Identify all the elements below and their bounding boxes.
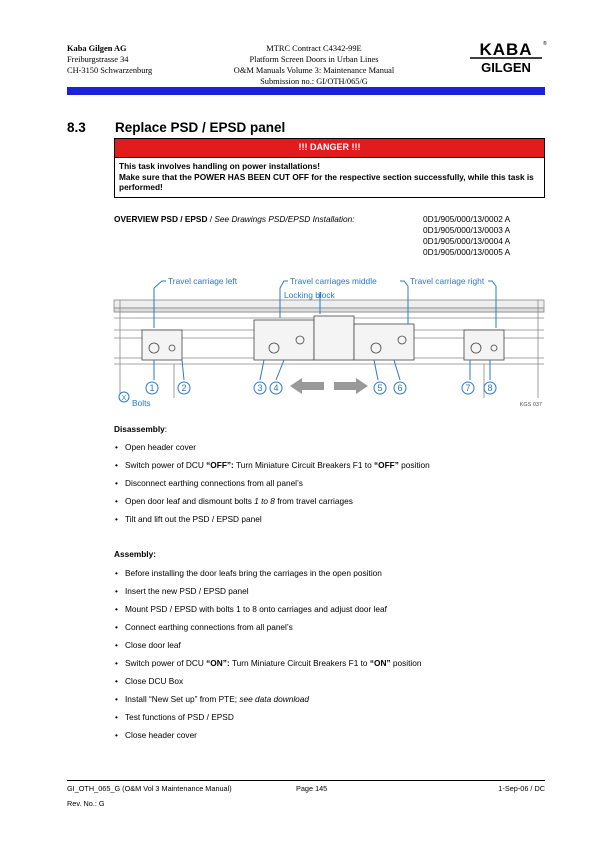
bolt-number: 4 [273, 383, 279, 393]
list-item: • Connect earthing connections from all panel’s [114, 621, 422, 639]
manual-name: O&M Manuals Volume 3: Maintenance Manual [233, 66, 395, 75]
contract-number: MTRC Contract C4342-99E [266, 44, 362, 53]
list-item: • Test functions of PSD / EPSD [114, 711, 422, 729]
logo-text-top: KABA [479, 40, 533, 59]
list-item: • Mount PSD / EPSD with bolts 1 to 8 onto carriages and adjust door leaf [114, 603, 422, 621]
assembly-steps [114, 567, 422, 747]
bolt-number: 8 [487, 383, 493, 393]
company-name: Kaba Gilgen AG [67, 44, 127, 53]
footer-date: 1-Sep-06 / DC [498, 784, 545, 793]
list-item: • Insert the new PSD / EPSD panel [114, 585, 422, 603]
bolt-number: 5 [377, 383, 383, 393]
bolt-number: 2 [181, 383, 187, 393]
bolts-symbol: X [121, 395, 127, 402]
drawing-number: 0D1/905/000/13/0002 A [423, 214, 511, 224]
header-address [67, 43, 152, 76]
section-number: 8.3 [67, 120, 86, 135]
overview-line [114, 214, 355, 224]
danger-heading: !!! DANGER !!! [115, 139, 544, 158]
danger-text [115, 158, 544, 197]
travel-carriage-right [464, 330, 504, 360]
footer-document: GI_OTH_065_G (O&M Vol 3 Maintenance Manual) [67, 784, 232, 793]
list-item: • Close door leaf [114, 639, 422, 657]
drawing-number: 0D1/905/000/13/0003 A [423, 225, 511, 235]
drawing-number: 0D1/905/000/13/0005 A [423, 247, 511, 257]
overview-separator: / [207, 214, 215, 224]
project-name: Platform Screen Doors in Urban Lines [249, 55, 379, 64]
list-item: • Close DCU Box [114, 675, 422, 693]
svg-text:®: ® [543, 41, 547, 47]
bolt-number: 6 [397, 383, 403, 393]
list-item: • Tilt and lift out the PSD / EPSD panel [114, 513, 430, 531]
section-title: Replace PSD / EPSD panel [115, 120, 286, 135]
label-bolts: Bolts [132, 398, 151, 408]
disassembly-steps [114, 441, 430, 531]
list-item: • Disconnect earthing connections from all panel’s [114, 477, 430, 495]
travel-carriage-left [142, 330, 182, 360]
label-travel-carriage-left: Travel carriage left [168, 276, 238, 286]
section-heading [67, 120, 285, 135]
assembly-heading: Assembly: [114, 549, 156, 559]
footer-divider [67, 780, 545, 781]
overview-reference: See Drawings PSD/EPSD Installation: [214, 214, 355, 224]
locking-block [314, 316, 354, 360]
disassembly-heading: Disassembly: [114, 424, 168, 434]
header-color-bar [67, 87, 545, 95]
footer-page-number: Page 145 [296, 784, 328, 793]
bolt-number: 1 [149, 383, 155, 393]
danger-warning-box [114, 138, 545, 198]
bolt-number: 7 [465, 383, 471, 393]
footer-revision: Rev. No.: G [67, 799, 105, 808]
travel-carriages-middle-left [254, 320, 314, 360]
label-travel-carriage-right: Travel carriage right [410, 276, 485, 286]
header-contract-info [200, 43, 428, 87]
list-item: • Switch power of DCU “OFF”: Turn Miniature Circuit Breakers F1 to “OFF” position [114, 459, 430, 477]
carriage-drawing [114, 278, 544, 412]
submission-number: Submission no.: GI/OTH/065/G [260, 77, 368, 86]
figure-code: KGS 037 [519, 402, 542, 408]
list-item: • Switch power of DCU “ON”: Turn Miniature Circuit Breakers F1 to “ON” position [114, 657, 422, 675]
list-item: • Close header cover [114, 729, 422, 747]
kaba-gilgen-logo [466, 39, 546, 75]
label-locking-block: Locking block [284, 290, 335, 300]
company-street: Freiburgstrasse 34 [67, 55, 129, 64]
list-item: • Open door leaf and dismount bolts 1 to 8 from travel carriages [114, 495, 430, 513]
overview-label: OVERVIEW PSD / EPSD [114, 214, 208, 224]
drawing-number: 0D1/905/000/13/0004 A [423, 236, 511, 246]
list-item: • Before installing the door leafs bring the carriages in the open position [114, 567, 422, 585]
list-item: • Install “New Set up” from PTE; see data download [114, 693, 422, 711]
company-city: CH-3150 Schwarzenburg [67, 66, 153, 75]
label-travel-carriages-middle: Travel carriages middle [290, 276, 377, 286]
danger-line-1: This task involves handling on power installations! [119, 161, 321, 171]
bolt-number: 3 [257, 383, 263, 393]
list-item: • Open header cover [114, 441, 430, 459]
danger-line-2: Make sure that the POWER HAS BEEN CUT OFF for the respective section successfully, while this task is performed! [119, 171, 534, 192]
drawing-number-list [423, 214, 510, 258]
logo-text-bottom: GILGEN [481, 60, 531, 75]
